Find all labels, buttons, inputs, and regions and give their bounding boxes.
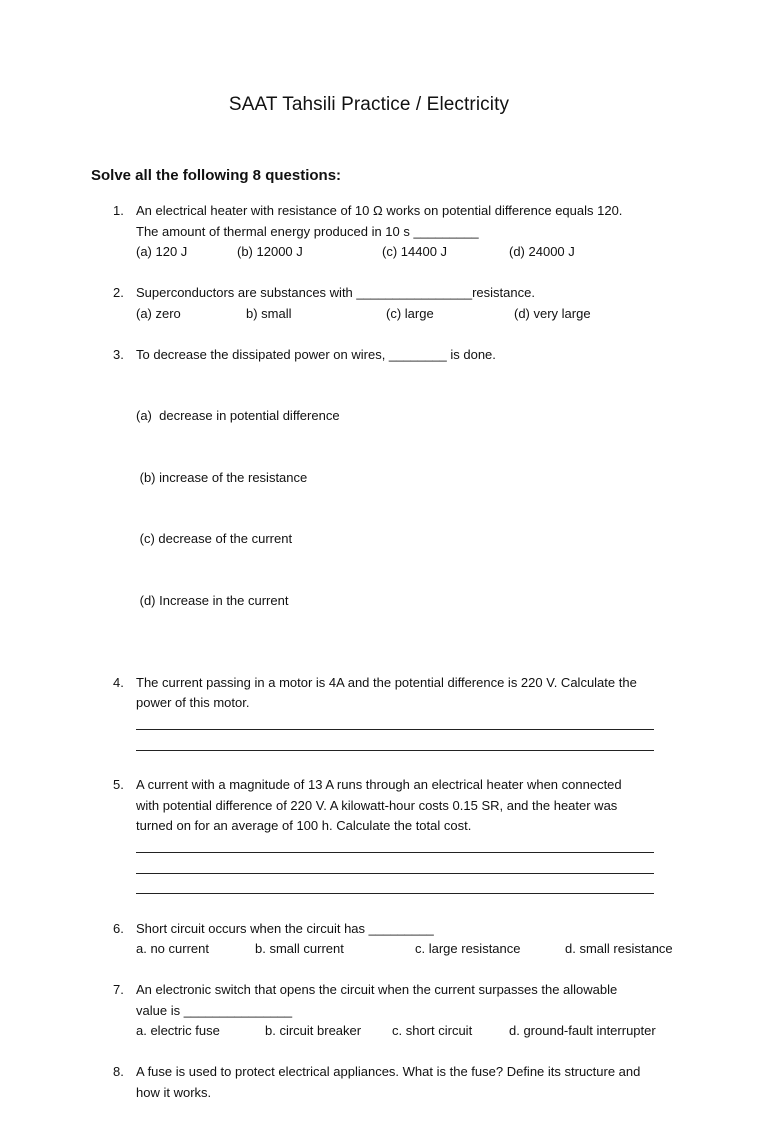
question-text-line: A fuse is used to protect electrical appliances. What is the fuse? Define its structure and — [136, 1064, 641, 1079]
answer-option-c: c. short circuit — [392, 1023, 473, 1038]
question-body — [136, 345, 703, 653]
answer-options — [136, 242, 703, 263]
question-number: 8. — [113, 1064, 124, 1079]
answer-option-c: (c) 14400 J — [382, 244, 448, 259]
answer-options — [136, 365, 703, 652]
answer-option-a: a. electric fuse — [136, 1023, 220, 1038]
question-body — [136, 673, 703, 755]
question-body — [136, 980, 703, 1042]
question-body — [136, 775, 703, 898]
question-text-line: turned on for an average of 100 h. Calculate the total cost. — [136, 818, 472, 833]
question-number: 2. — [113, 285, 124, 300]
answer-option-d: (d) Increase in the current — [136, 592, 289, 608]
question-number: 7. — [113, 982, 124, 997]
answer-line[interactable] — [136, 833, 654, 854]
question-7 — [113, 980, 703, 1042]
question-text-line: power of this motor. — [136, 695, 250, 710]
question-number: 1. — [113, 203, 124, 218]
answer-option-b: b. circuit breaker — [265, 1023, 362, 1038]
question-text-line: Superconductors are substances with ________________resistance. — [136, 285, 535, 300]
question-text-line: Short circuit occurs when the circuit has _________ — [136, 920, 434, 936]
question-text-line: An electrical heater with resistance of 10 Ω works on potential difference equals 120. — [136, 203, 623, 218]
question-body — [136, 201, 703, 263]
answer-option-b: (b) increase of the resistance — [136, 469, 308, 485]
question-text-line: how it works. — [136, 1084, 212, 1100]
answer-option-c: c. large resistance — [415, 941, 521, 956]
answer-line[interactable] — [136, 730, 654, 751]
answer-option-a: a. no current — [136, 941, 209, 956]
question-2 — [113, 283, 703, 324]
question-number: 3. — [113, 346, 124, 362]
answer-option-d: d. ground-fault interrupter — [509, 1023, 656, 1038]
question-number: 5. — [113, 777, 124, 792]
question-text-line: A current with a magnitude of 13 A runs through an electrical heater when connected — [136, 777, 622, 792]
answer-options — [136, 1021, 703, 1042]
answer-option-a: (a) 120 J — [136, 244, 188, 259]
question-number: 6. — [113, 920, 124, 936]
answer-option-a: (a) zero — [136, 305, 181, 321]
question-1 — [113, 201, 703, 263]
answer-option-b: b) small — [246, 305, 292, 321]
answer-option-b: (b) 12000 J — [237, 244, 303, 259]
page-title: SAAT Tahsili Practice / Electricity — [228, 94, 510, 115]
question-body — [136, 1062, 703, 1103]
answer-options — [136, 939, 703, 960]
answer-option-d: d. small resistance — [565, 941, 673, 956]
question-6 — [113, 919, 703, 960]
instructions-heading: Solve all the following 8 questions: — [91, 167, 342, 184]
answer-line[interactable] — [136, 853, 654, 874]
answer-option-c: (c) large — [386, 305, 434, 321]
question-text-line: The current passing in a motor is 4A and the potential difference is 220 V. Calculate the — [136, 674, 637, 690]
answer-option-d: (d) very large — [514, 305, 591, 321]
answer-line[interactable] — [136, 874, 654, 895]
question-body — [136, 283, 703, 324]
question-5 — [113, 775, 703, 898]
answer-options — [136, 304, 703, 325]
answer-option-c: (c) decrease of the current — [136, 531, 293, 546]
question-number: 4. — [113, 674, 124, 690]
question-body — [136, 919, 703, 960]
question-4 — [113, 673, 703, 755]
question-text-line: value is _______________ — [136, 1002, 293, 1018]
question-text-line: To decrease the dissipated power on wires, ________ is done. — [136, 346, 496, 362]
question-8 — [113, 1062, 703, 1103]
answer-option-a: (a) decrease in potential difference — [136, 408, 340, 423]
question-text-line: with potential difference of 220 V. A kilowatt-hour costs 0.15 SR, and the heater was — [136, 797, 618, 813]
answer-option-d: (d) 24000 J — [509, 244, 575, 259]
answer-line[interactable] — [136, 710, 654, 731]
question-text-line: An electronic switch that opens the circuit when the current surpasses the allowable — [136, 982, 618, 997]
question-list — [113, 201, 703, 1124]
question-text-line: The amount of thermal energy produced in 10 s _________ — [136, 223, 479, 239]
question-3 — [113, 345, 703, 653]
answer-option-b: b. small current — [255, 941, 344, 956]
